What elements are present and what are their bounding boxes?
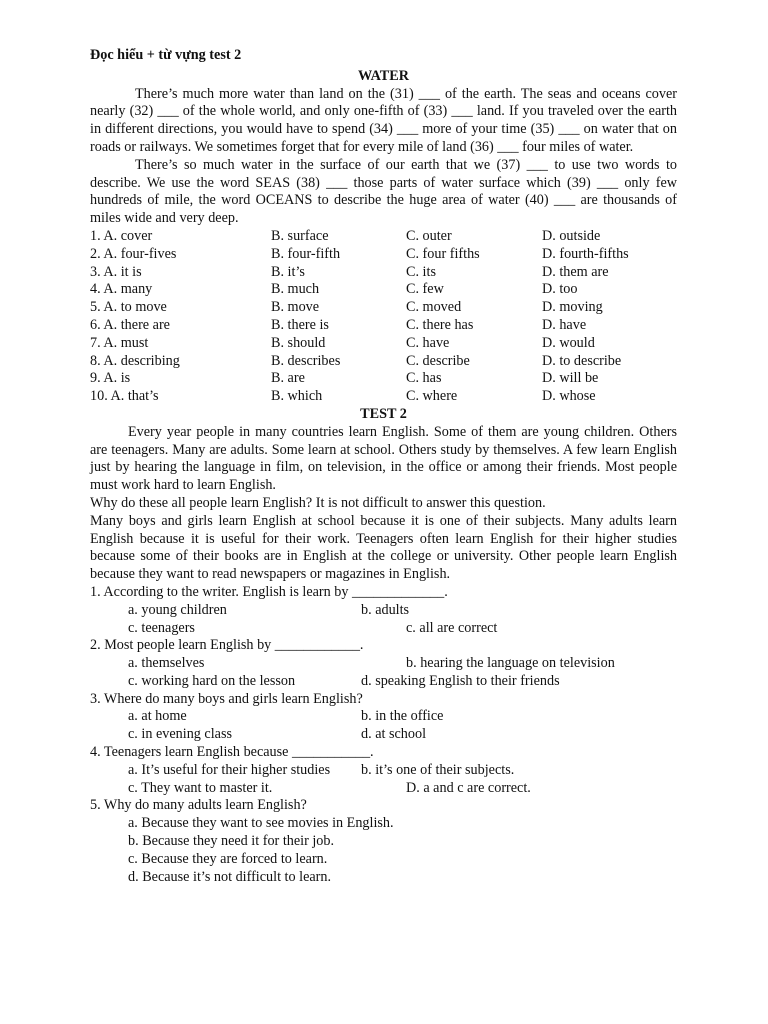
answer-option: b. adults xyxy=(361,601,410,618)
answer-option: b. it’s one of their subjects. xyxy=(361,761,515,778)
cloze-options-table xyxy=(90,228,677,406)
option-c: C. there has xyxy=(406,316,474,333)
option-c: C. few xyxy=(406,281,444,298)
passage-paragraph-1: There’s much more water than land on the (31) ___ of the earth. The seas and oceans cover nearly (32) ___ of the whole world, and only one-fifth of (33) ___ land. If you traveled over the earth in different directions, you would have to spend (34) ___ more of your time (35) ___ on water that on roads or railways. We sometimes forget that for every mile of land (36) ___ four miles of water. xyxy=(90,85,677,155)
option-c: C. moved xyxy=(406,299,462,316)
option-row xyxy=(90,228,677,246)
answer-option: b. Because they need it for their job. xyxy=(128,833,335,850)
option-b: B. which xyxy=(271,388,323,405)
answer-row xyxy=(90,726,677,744)
answer-row xyxy=(90,762,677,780)
option-a: 9. A. is xyxy=(90,370,131,387)
option-b: B. surface xyxy=(271,227,329,244)
option-c: C. where xyxy=(406,388,458,405)
option-row xyxy=(90,299,677,317)
answer-row xyxy=(90,780,677,798)
option-row xyxy=(90,388,677,406)
option-d: D. have xyxy=(542,316,587,333)
option-b: B. describes xyxy=(271,352,341,369)
answer-option: c. all are correct xyxy=(406,619,498,636)
option-b: B. it’s xyxy=(271,263,305,280)
option-a: 3. A. it is xyxy=(90,263,142,280)
option-a: 8. A. describing xyxy=(90,352,180,369)
option-c: C. describe xyxy=(406,352,470,369)
question-1: 1. According to the writer. English is learn by _____________. xyxy=(90,583,448,600)
option-row xyxy=(90,370,677,388)
option-b: B. much xyxy=(271,281,320,298)
option-d: D. them are xyxy=(542,263,609,280)
reading-paragraph-2: Why do these all people learn English? It is not difficult to answer this question. xyxy=(90,494,546,511)
answer-option: a. young children xyxy=(128,601,227,618)
answer-option: b. in the office xyxy=(361,708,444,725)
answer-option: c. in evening class xyxy=(128,726,233,743)
answer-option: d. Because it’s not difficult to learn. xyxy=(128,868,332,885)
reading-paragraph-3: Many boys and girls learn English at school because it is one of their subjects. Many adults learn English because it is useful for their work. Teenagers often learn English for their higher studies because some of their books are in English at the college or university. Other people learn English because they want to read newspapers or magazines in English. xyxy=(90,512,677,583)
question-3: 3. Where do many boys and girls learn English? xyxy=(90,690,363,707)
answer-row xyxy=(90,673,677,691)
option-c: C. have xyxy=(406,334,450,351)
option-b: B. are xyxy=(271,370,305,387)
option-d: D. will be xyxy=(542,370,599,387)
worksheet-header: Đọc hiểu + từ vựng test 2 xyxy=(90,47,242,63)
answer-row xyxy=(90,620,677,638)
option-b: B. should xyxy=(271,334,326,351)
answer-row xyxy=(90,655,677,673)
answer-option: d. speaking English to their friends xyxy=(361,672,560,689)
answer-option: a. at home xyxy=(128,708,187,725)
option-row xyxy=(90,335,677,353)
answer-option: a. Because they want to see movies in English. xyxy=(128,815,394,832)
option-b: B. there is xyxy=(271,316,329,333)
passage-title-water: WATER xyxy=(358,67,409,84)
option-row xyxy=(90,353,677,371)
option-c: C. its xyxy=(406,263,436,280)
answer-option: c. Because they are forced to learn. xyxy=(128,850,328,867)
answer-row xyxy=(90,602,677,620)
answer-option: c. teenagers xyxy=(128,619,195,636)
question-2: 2. Most people learn English by ____________. xyxy=(90,637,364,654)
option-d: D. would xyxy=(542,334,595,351)
option-a: 1. A. cover xyxy=(90,227,153,244)
option-a: 10. A. that’s xyxy=(90,388,159,405)
option-a: 7. A. must xyxy=(90,334,149,351)
answer-option: c. working hard on the lesson xyxy=(128,672,296,689)
section-title-test2: TEST 2 xyxy=(360,405,407,422)
answer-option: c. They want to master it. xyxy=(128,779,273,796)
option-d: D. whose xyxy=(542,388,596,405)
answer-option: d. at school xyxy=(361,726,427,743)
question-4: 4. Teenagers learn English because ___________. xyxy=(90,744,374,761)
option-d: D. outside xyxy=(542,227,601,244)
option-d: D. moving xyxy=(542,299,603,316)
option-c: C. has xyxy=(406,370,442,387)
option-row xyxy=(90,264,677,282)
answer-option: b. hearing the language on television xyxy=(406,655,615,672)
option-a: 6. A. there are xyxy=(90,316,170,333)
passage-paragraph-2: There’s so much water in the surface of our earth that we (37) ___ to use two words to describe. We use the word SEAS (38) ___ those parts of water surface which (39) ___ only few hundreds of mile, the word OCEANS to describe the huge area of water (40) ___ are thousands of miles wide and very deep. xyxy=(90,156,677,227)
answer-row xyxy=(90,708,677,726)
option-row xyxy=(90,246,677,264)
option-c: C. outer xyxy=(406,227,452,244)
answer-option: a. It’s useful for their higher studies xyxy=(128,761,331,778)
option-row xyxy=(90,317,677,335)
option-d: D. fourth-fifths xyxy=(542,245,629,262)
option-d: D. to describe xyxy=(542,352,622,369)
option-a: 2. A. four-fives xyxy=(90,245,177,262)
option-c: C. four fifths xyxy=(406,245,480,262)
option-row xyxy=(90,281,677,299)
worksheet-page xyxy=(90,45,677,886)
option-b: B. four-fifth xyxy=(271,245,341,262)
option-d: D. too xyxy=(542,281,578,298)
option-a: 4. A. many xyxy=(90,281,153,298)
answer-option: a. themselves xyxy=(128,655,205,672)
answer-option: D. a and c are correct. xyxy=(406,779,531,796)
option-a: 5. A. to move xyxy=(90,299,167,316)
reading-paragraph-1: Every year people in many countries learn English. Some of them are young children. Others are teenagers. Many are adults. Some learn at school. Others study by themselves. A few learn English just by hearing the language in film, on television, in the office or among their friends. Most people must work hard to learn English. xyxy=(90,423,677,494)
option-b: B. move xyxy=(271,299,320,316)
question-5: 5. Why do many adults learn English? xyxy=(90,797,307,814)
